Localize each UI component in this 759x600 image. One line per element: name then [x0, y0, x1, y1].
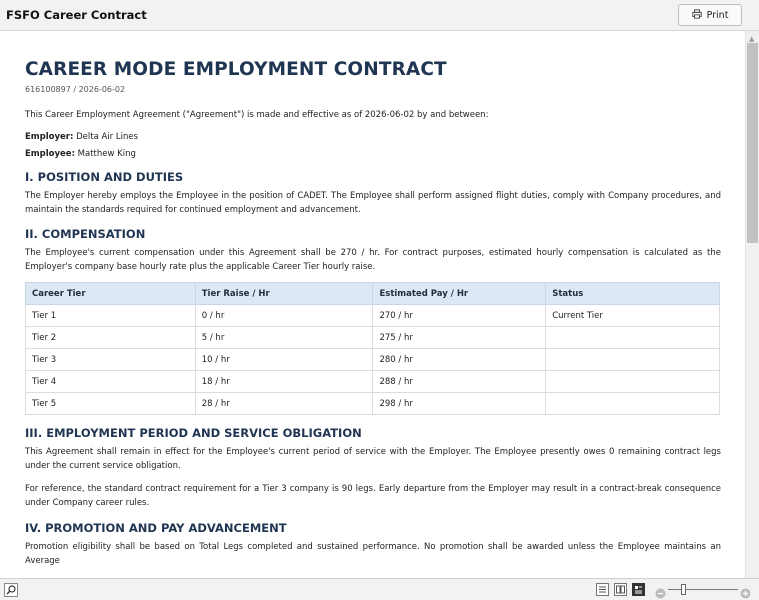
table-cell: [546, 393, 720, 415]
table-cell: Tier 4: [26, 371, 196, 393]
column-header: Status: [546, 283, 720, 305]
zoom-out-icon[interactable]: [655, 584, 666, 595]
table-cell: Current Tier: [546, 305, 720, 327]
table-cell: Tier 3: [26, 349, 196, 371]
table-row: [26, 349, 720, 371]
title-bar: [0, 0, 759, 31]
document-reference: 616100897 / 2026-06-02: [25, 85, 126, 94]
contract-document: [25, 58, 721, 568]
zoom-slider-thumb[interactable]: [681, 584, 686, 595]
table-cell: 288 / hr: [373, 371, 546, 393]
section-heading: I. POSITION AND DUTIES: [25, 170, 184, 184]
zoom-slider-track[interactable]: [668, 589, 738, 590]
intro-paragraph: This Career Employment Agreement ("Agreement") is made and effective as of 2026-06-02 by and between:: [25, 110, 489, 120]
table-header-row: [26, 283, 720, 305]
table-cell: 5 / hr: [195, 327, 373, 349]
table-cell: [546, 327, 720, 349]
magnifier-icon[interactable]: [4, 582, 18, 596]
zoom-in-icon[interactable]: [740, 584, 751, 595]
table-cell: [546, 349, 720, 371]
section-paragraph: Promotion eligibility shall be based on Total Legs completed and sustained performance. No promotion shall be awarded unless the Employee maintains an Average: [25, 542, 721, 566]
print-button[interactable]: [678, 4, 742, 26]
section-paragraph: The Employee's current compensation under this Agreement shall be 270 / hr. For contract purposes, estimated hourly compensation is calculated as the Employer's company base hourly rate plus the applicable Career Tier hourly raise.: [25, 248, 721, 272]
table-row: [26, 327, 720, 349]
section-heading: IV. PROMOTION AND PAY ADVANCEMENT: [25, 521, 287, 535]
column-header: Career Tier: [26, 283, 196, 305]
table-row: [26, 393, 720, 415]
column-header: Estimated Pay / Hr: [373, 283, 546, 305]
career-tier-table: [25, 282, 720, 415]
scrollbar-thumb[interactable]: [747, 43, 758, 243]
section-paragraph: The Employer hereby employs the Employee in the position of CADET. The Employee shall perform assigned flight duties, comply with Company procedures, and maintain the standards required for continued employment and advancement.: [25, 191, 721, 215]
status-bar: [0, 578, 759, 600]
printer-icon: [692, 9, 702, 22]
table-cell: 18 / hr: [195, 371, 373, 393]
table-row: [26, 371, 720, 393]
section-heading: III. EMPLOYMENT PERIOD AND SERVICE OBLIGATION: [25, 426, 362, 440]
table-cell: 270 / hr: [373, 305, 546, 327]
scroll-up-icon[interactable]: ▲: [749, 35, 755, 43]
table-cell: Tier 5: [26, 393, 196, 415]
table-cell: Tier 1: [26, 305, 196, 327]
two-column-view-icon[interactable]: [614, 583, 627, 596]
section-paragraph: This Agreement shall remain in effect for the Employee's current period of service with the Employer. The Employee presently owes 0 remaining contract legs under the current service obligation.: [25, 447, 721, 471]
employee-label: Employee:: [25, 149, 75, 159]
print-button-label: Print: [706, 9, 729, 21]
employer-label: Employer:: [25, 132, 74, 142]
table-cell: 28 / hr: [195, 393, 373, 415]
section-paragraph: For reference, the standard contract requirement for a Tier 3 company is 90 legs. Early departure from the Employer may result in a contract-break consequence under Company career rules.: [25, 484, 721, 508]
page-view-icon[interactable]: [632, 583, 645, 596]
document-title: CAREER MODE EMPLOYMENT CONTRACT: [25, 59, 447, 80]
employee-value: Matthew King: [74, 149, 136, 159]
table-cell: [546, 371, 720, 393]
table-cell: 275 / hr: [373, 327, 546, 349]
table-cell: 280 / hr: [373, 349, 546, 371]
document-viewport[interactable]: [0, 31, 745, 578]
table-row: [26, 305, 720, 327]
table-cell: 298 / hr: [373, 393, 546, 415]
vertical-scrollbar[interactable]: [745, 31, 759, 578]
employer-value: Delta Air Lines: [73, 132, 139, 142]
table-cell: 0 / hr: [195, 305, 373, 327]
employee-line: [25, 147, 721, 161]
column-header: Tier Raise / Hr: [195, 283, 373, 305]
app-title: FSFO Career Contract: [6, 8, 147, 22]
single-column-view-icon[interactable]: [596, 583, 609, 596]
table-cell: Tier 2: [26, 327, 196, 349]
employer-line: [25, 130, 721, 144]
section-heading: II. COMPENSATION: [25, 227, 146, 241]
table-cell: 10 / hr: [195, 349, 373, 371]
